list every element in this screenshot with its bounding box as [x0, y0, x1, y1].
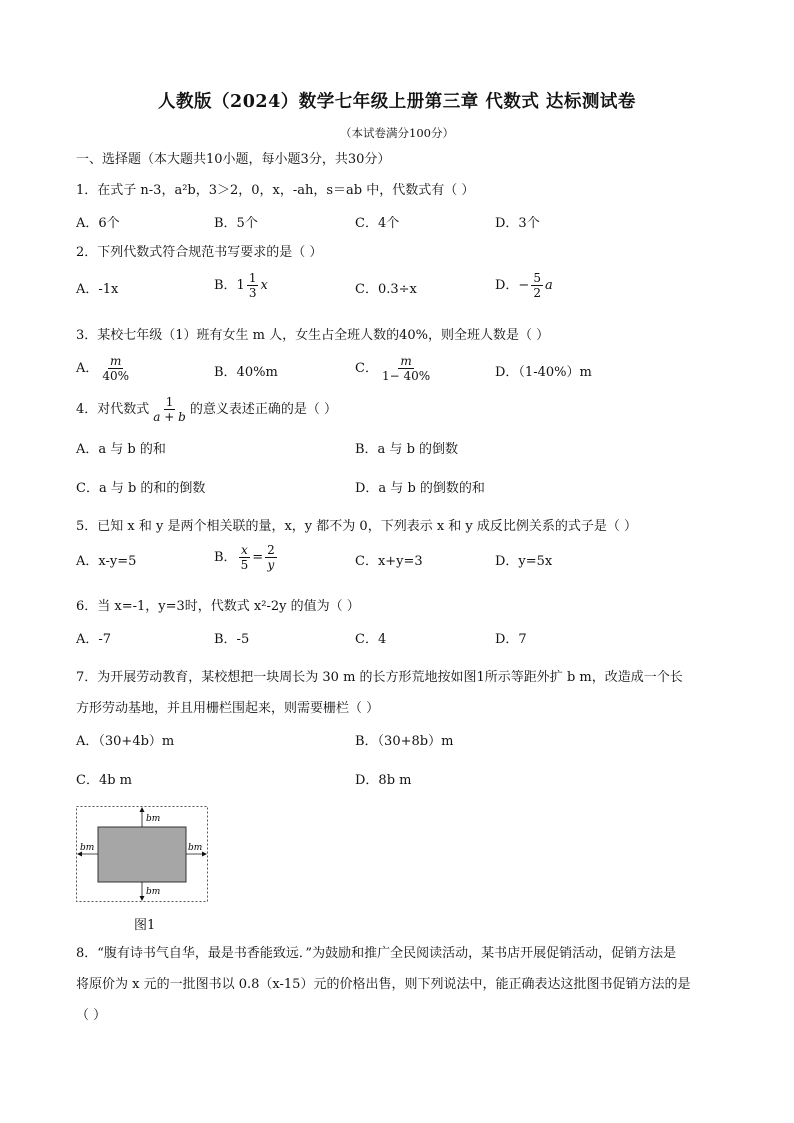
- q3-option-d: D．（1-40%）m: [495, 365, 592, 380]
- page-title: 人教版（2024）数学七年级上册第三章 代数式 达标测试卷: [158, 92, 636, 112]
- q2-option-b-suffix: x: [260, 278, 268, 293]
- question-8-stem-line-1: 8．“腹有诗书气自华，最是书香能致远．”为鼓励和推广全民阅读活动，某书店开展促销活动，促销方法是: [76, 946, 677, 961]
- q5-option-d: D．y=5x: [495, 554, 553, 569]
- q1-option-c: C．4个: [355, 216, 400, 231]
- q4-stem-prefix: 4．对代数式: [76, 402, 150, 417]
- label-top: bm: [146, 814, 161, 824]
- question-4-stem: [76, 396, 337, 423]
- fraction-numerator: x: [240, 543, 248, 557]
- q6-option-c: C．4: [355, 632, 387, 647]
- arrowhead-top: [140, 807, 145, 812]
- q4-option-b: B．a 与 b 的倒数: [355, 442, 459, 457]
- q7-option-d: D．8b m: [355, 773, 412, 788]
- q4-stem-suffix: 的意义表述正确的是（ ）: [189, 402, 337, 417]
- q6-option-a: A．-7: [76, 632, 112, 647]
- arrowhead-bottom: [140, 896, 145, 901]
- q6-option-b: B．-5: [214, 632, 250, 647]
- q5-option-b-fraction-2: [265, 544, 277, 571]
- fraction-numerator: 5: [533, 271, 541, 285]
- question-6-stem: 6．当 x=-1，y=3时，代数式 x²-2y 的值为（ ）: [76, 599, 360, 614]
- label-bottom: bm: [146, 887, 161, 897]
- label-right: bm: [188, 843, 203, 853]
- arrowhead-right: [202, 852, 207, 857]
- q4-option-c: C．a 与 b 的和的倒数: [76, 481, 206, 496]
- q5-option-b-fraction-1: [239, 544, 251, 571]
- q2-option-b: [214, 272, 268, 299]
- q3-option-a-fraction: [100, 355, 131, 382]
- q3-option-c: [355, 355, 434, 382]
- q4-stem-fraction: [151, 396, 188, 423]
- inner-rectangle: [98, 827, 186, 882]
- fraction-denominator: 1− 40%: [381, 369, 431, 383]
- q5-option-b: [214, 544, 279, 571]
- q2-option-c: C．0.3÷x: [355, 282, 417, 297]
- q5-option-c: C．x+y=3: [355, 554, 423, 569]
- question-8-stem-line-2: 将原价为 x 元的一批图书以 0.8（x-15）元的价格出售，则下列说法中，能正确表达这批图书促销方法的是: [76, 977, 691, 992]
- q2-option-b-prefix: B．1: [214, 278, 245, 293]
- fraction-denominator: 3: [248, 286, 257, 300]
- question-7-stem-line-2: 方形劳动基地，并且用栅栏围起来，则需要栅栏（ ）: [76, 701, 380, 716]
- fraction-denominator: y: [267, 558, 275, 572]
- q4-option-a: A．a 与 b 的和: [76, 442, 166, 457]
- fraction-numerator: 1: [165, 395, 174, 409]
- fraction-numerator: 2: [267, 543, 275, 557]
- fraction-numerator: m: [400, 354, 412, 368]
- page-subtitle: （本试卷满分100分）: [340, 126, 454, 140]
- q1-option-d: D．3个: [495, 216, 540, 231]
- fraction-denominator: a + b: [153, 410, 186, 424]
- q5-option-b-prefix: B．: [214, 550, 237, 565]
- q2-option-d-suffix: a: [544, 278, 553, 293]
- figure-1-caption: 图1: [134, 918, 156, 933]
- q2-option-d-fraction: [531, 272, 543, 299]
- figure-1-diagram: [76, 806, 208, 902]
- question-8-stem-line-3: （ ）: [76, 1008, 107, 1023]
- label-left: bm: [80, 843, 95, 853]
- question-1-stem: 1．在式子 n-3，a²b，3＞2，0，x，-ah，s＝ab 中，代数式有（ ）: [76, 183, 475, 198]
- fraction-denominator: 2: [533, 286, 541, 300]
- fraction-denominator: 40%: [102, 369, 130, 383]
- q2-option-d: [495, 272, 553, 299]
- q3-option-b: B．40%m: [214, 365, 278, 380]
- fraction-numerator: m: [110, 354, 122, 368]
- q1-option-a: A．6个: [76, 216, 120, 231]
- q7-option-a: A．（30+4b）m: [76, 734, 175, 749]
- q2-option-b-fraction: [247, 272, 259, 299]
- q3-option-c-fraction: [380, 355, 432, 382]
- q4-option-d: D．a 与 b 的倒数的和: [355, 481, 485, 496]
- fraction-numerator: 1: [248, 271, 257, 285]
- q5-option-a: A．x-y=5: [76, 554, 137, 569]
- fraction-denominator: 5: [240, 558, 249, 572]
- question-3-stem: 3．某校七年级（1）班有女生 m 人，女生占全班人数的40%，则全班人数是（ ）: [76, 328, 550, 343]
- question-7-stem-line-1: 7．为开展劳动教育，某校想把一块周长为 30 m 的长方形荒地按如图1所示等距外扩 b m，改造成一个长: [76, 670, 683, 685]
- q5-option-b-equals: =: [252, 550, 264, 565]
- section-heading: 一、选择题（本大题共10小题，每小题3分，共30分）: [76, 152, 391, 167]
- q3-option-c-prefix: C．: [355, 361, 378, 376]
- q7-option-c: C．4b m: [76, 773, 132, 788]
- q2-option-d-prefix: D．−: [495, 278, 530, 293]
- q3-option-a-prefix: A．: [76, 361, 99, 376]
- question-2-stem: 2．下列代数式符合规范书写要求的是（ ）: [76, 245, 323, 260]
- q3-option-a: [76, 355, 133, 382]
- q6-option-d: D．7: [495, 632, 527, 647]
- q2-option-a: A．-1x: [76, 282, 119, 297]
- q7-option-b: B．（30+8b）m: [355, 734, 454, 749]
- question-5-stem: 5．已知 x 和 y 是两个相关联的量，x，y 都不为 0，下列表示 x 和 y 成反比例关系的式子是（ ）: [76, 519, 638, 534]
- q1-option-b: B．5个: [214, 216, 258, 231]
